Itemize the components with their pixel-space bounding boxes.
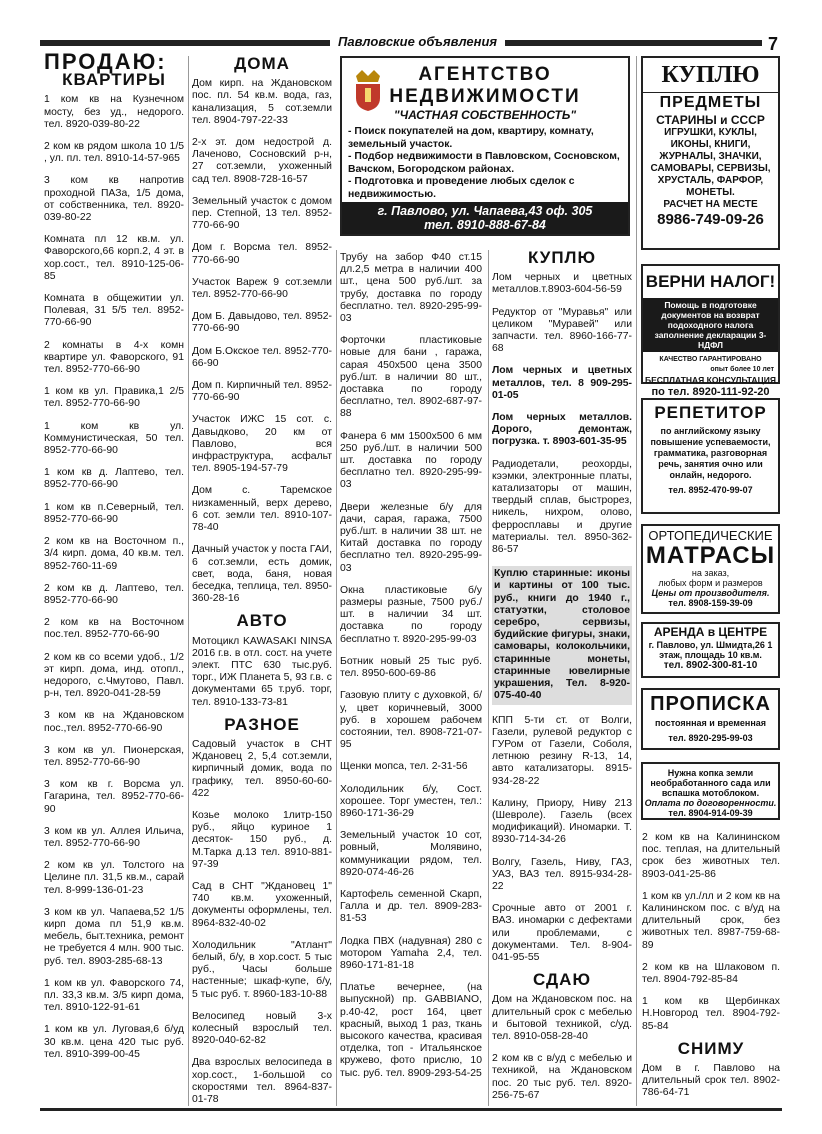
section-auto: АВТО: [236, 611, 288, 631]
tutor-title: РЕПЕТИТОР: [654, 403, 767, 422]
ad-item: Мотоцикл KAWASAKI NINSA 2016 г.в. в отл. сост. на учете элект. ПТС 630 тыс.руб. торг., ИЖ Планета 5, 93 г.в. с документами 65 т.руб. торг, тел. 8910-133-73-81: [192, 635, 332, 708]
agency-subtitle: НЕДВИЖИМОСТИ: [389, 86, 581, 107]
agency-service-item: - Подбор недвижимости в Павловском, Сосновском, Вачском, Богородском районах.: [348, 151, 620, 175]
ad-item: 1 ком кв ул./лл и 2 ком кв на Калининском пос. с в/уд на длительный срок, без животных тел. 8987-759-68-89: [642, 890, 780, 951]
digging-ad: [641, 762, 780, 820]
ad-item: Дом в г. Павлово на длительный срок тел. 8902-786-64-71: [642, 1063, 780, 1099]
agency-name: "ЧАСТНАЯ СОБСТВЕННОСТЬ": [393, 108, 577, 122]
ad-item: 2 ком кв на Восточном п., 3/4 кирп. дома, 40 кв.м. тел. 8952-760-11-69: [44, 536, 184, 572]
ad-item: Газовую плиту с духовкой, б/у, цвет коричневый, 3000 руб. в хорошем рабочем состоянии, тел. 8908-721-07-95: [340, 690, 482, 751]
ad-item: 1 ком кв Щербинках Н.Новгород тел. 8904-792-85-84: [642, 996, 780, 1032]
ad-item: Холодильник "Атлант" белый, б/у, в хор.сост. 5 тыс руб., Часы больше настенные; шкаф-купе, б/у, 5 тыс руб. т. 8960-183-10-88: [192, 939, 332, 1000]
buy-subtitle: СТАРИНЫ и СССР: [656, 113, 765, 127]
ad-item: 1 ком кв п.Северный, тел. 8952-770-66-90: [44, 501, 184, 525]
ad-item: КПП 5-ти ст. от Волги, Газели, рулевой редуктор с ГУРом от Газели, Соболя, летнюю резину R-13, 14, авто катализаторы. 8915-934-28-22: [492, 714, 632, 787]
ad-item: Два взрослых велосипеда в хор.сост., 1-большой со скоростями тел. 8964-837-01-78: [192, 1057, 332, 1106]
ad-item: 3 ком кв ул. Аллея Ильича, тел. 8952-770-66-90: [44, 825, 184, 849]
ad-item: Платье вечернее, (на выпускной) пр. GABBIANO, р.40-42, рост 164, цвет красный, выход 1 раз, ткань высокого качества, красивая отделка, топ - Итальянское кружево, фото прислю, 10 тыс. руб. тел. 8909-293-54-25: [340, 982, 482, 1079]
tax-phone: по тел. 8920-111-92-20: [651, 386, 770, 398]
ad-item: Окна пластиковые б/у размеры разные, 7500 руб./шт. в наличии 34 шт. доставка по городу бесплатно т. 8920-295-99-03: [340, 584, 482, 645]
tutor-ad: [641, 398, 780, 514]
ad-item: Лом черных и цветных металлов.т.8903-604-56-59: [492, 272, 632, 296]
rent-center-ad: [641, 622, 780, 678]
ad-item: 2 ком кв на Шлаковом п. тел. 8904-792-85-84: [642, 961, 780, 986]
ad-item: Дачный участок у поста ГАИ, 6 сот.земли, есть домик, свет, вода, баня, новая беседка, теплица, тел. 8950-360-28-16: [192, 544, 332, 605]
ad-item: 2 ком кв на Калининском пос. теплая, на длительный срок без животных тел. 8903-041-25-86: [642, 832, 780, 880]
agency-service-item: - Подготовка и проведение любых сделок с недвижимостью.: [348, 176, 575, 200]
mattress-t1: ОРТОПЕДИЧЕСКИЕ: [648, 528, 773, 543]
ad-item: 2 комнаты в 4-х комн квартире ул. Фаворского, 91 тел. 8952-770-66-90: [44, 339, 184, 376]
ad-item: Щенки мопса, тел. 2-31-56: [340, 761, 468, 773]
section-misc: РАЗНОЕ: [224, 714, 300, 734]
ad-item: Дом Б. Давыдово, тел. 8952-770-66-90: [192, 311, 332, 335]
ad-item: Дом Б.Окское тел. 8952-770-66-90: [192, 345, 332, 369]
registration-title: ПРОПИСКА: [650, 693, 771, 715]
ad-item: Форточки пластиковые новые для бани , гаража, сарая 450х500 цена 3500 руб./шт. в наличии 80 шт., доставка по городу бесплатно, тел. 8902-687-97-88: [340, 335, 482, 420]
crown-shield-icon: [348, 68, 388, 112]
agency-service-item: - Поиск покупателей на дом, квартиру, комнату, земельный участок.: [348, 126, 594, 150]
ad-item: Участок Вареж 9 сот.земли тел. 8952-770-66-90: [192, 276, 332, 301]
ad-item: Земельный участок с домом пер. Степной, 13 тел. 8952-770-66-90: [192, 195, 332, 232]
ad-item: Дом с. Таремское низкаменный, верх дерево, 6 сот. земли тел. 8910-107-78-40: [192, 485, 332, 534]
buy-title: ПРЕДМЕТЫ: [659, 94, 762, 111]
ad-list: [642, 832, 780, 1033]
agency-address: г. Павлово, ул. Чапаева,43 оф. 305: [377, 204, 593, 218]
buy-phone: 8986-749-09-26: [657, 211, 764, 228]
tutor-text: по английскому языку повышение успеваемости, грамматика, разговорная речь, занятия очно или онлайн, недорого.: [650, 426, 771, 480]
section-rent-out: СДАЮ: [533, 970, 591, 990]
registration-sub: постоянная и временная: [654, 718, 767, 728]
ad-item: 1 ком кв ул. Фаворского 74, пл. 33,3 кв.м. 3/5 кирп дома, тел. 8910-122-91-61: [44, 977, 184, 1014]
ad-item: 2 ком кв со всеми удоб., 1/2 эт кирп. дома, инд. отопл., недорого, с.Чмутово, Павл. р-н, тел. 8920-041-28-59: [44, 651, 184, 700]
mattress-t2: МАТРАСЫ: [645, 542, 776, 569]
column-houses: [192, 56, 332, 1116]
ad-item: 3 ком кв напротив проходной ПАЗа, 1/5 дома, от собственника, тел. 8920-039-80-22: [44, 175, 184, 224]
ad-item: 3 ком кв на Ждановском пос.,тел. 8952-770-66-90: [44, 710, 184, 734]
ad-item: 2 ком кв д. Лаптево, тел. 8952-770-66-90: [44, 582, 184, 606]
rent-phone: тел. 8902-300-81-10: [663, 660, 758, 671]
ad-item: Волгу, Газель, Ниву, ГАЗ, УАЗ, ВАЗ тел. 8915-934-28-22: [492, 856, 632, 892]
ad-list: [192, 636, 332, 709]
ad-list: [192, 739, 332, 1106]
ad-item: Двери железные б/у для дачи, сарая, гаража, 7500 руб./шт. в наличии 38 шт. не Китай доставка по городу бесплатно тел. 8920-295-99-03: [340, 501, 482, 574]
ad-item: Дом п. Кирпичный тел. 8952-770-66-90: [192, 380, 332, 404]
page-title: Павловские объявления: [330, 34, 505, 49]
ad-list: [44, 94, 184, 1061]
digging-pay: Оплата по договоренности.: [644, 798, 777, 808]
ad-item: 2 ком кв с в/уд с мебелью и техникой, на Ждановском пос. 20 тыс руб. тел. 8920-256-75-67: [492, 1053, 632, 1101]
rent-text: г. Павлово, ул. Шмидта,26 1 этаж, площадь 10 кв.м.: [648, 640, 773, 660]
section-rent-in: СНИМУ: [677, 1038, 745, 1058]
column-apartments: [44, 49, 184, 1071]
ad-item: Дом г. Ворсма тел. 8952-770-66-90: [192, 242, 332, 266]
column-divider: [336, 250, 337, 1106]
ad-item: 1 ком кв ул. Коммунистическая, 50 тел. 8952-770-66-90: [44, 420, 184, 457]
section-buy: КУПЛЮ: [527, 248, 597, 267]
ad-item: 2-х эт. дом недострой д. Лаченово, Сосновский р-н, 27 сот.земли, ухоженный сад тел. 8908-728-16-57: [192, 137, 332, 185]
page-number: 7: [768, 34, 779, 54]
mattress-t4: любых форм и размеров: [658, 578, 763, 588]
rent-title: АРЕНДА в ЦЕНТРЕ: [653, 625, 768, 639]
footer-rule: [40, 1108, 782, 1111]
ad-item: 2 ком кв ул. Толстого на Целине пл. 31,5 кв.м., сарай тел. 8-999-136-01-23: [44, 860, 184, 896]
ad-item: 3 ком кв г. Ворсма ул. Гагарина, тел. 8952-770-66-90: [44, 779, 184, 815]
agency-ad: [340, 56, 630, 236]
column-rent-ads: [642, 832, 780, 1110]
tax-experience: опыт более 10 лет: [710, 366, 774, 373]
ad-item: 1 ком кв ул. Правика,1 2/5 тел. 8952-770-66-90: [44, 386, 184, 410]
ad-item: Лодка ПВХ (надувная) 280 с мотором Yamaha 2,4, тел. 8960-171-81-18: [340, 935, 482, 971]
tax-free: БЕСПЛАТНАЯ КОНСУЛЬТАЦИЯ: [644, 375, 776, 385]
ad-list: [492, 994, 632, 1102]
ad-item: Дом кирп. на Ждановском пос. пл. 54 кв.м. вода, газ, канализация, 5 сот.земли тел. 8904-797-22-33: [192, 78, 332, 126]
tax-title: ВЕРНИ НАЛОГ!: [645, 272, 776, 291]
ad-list: [340, 252, 482, 1080]
digging-phone: тел. 8904-914-09-39: [668, 808, 753, 818]
mattress-ad: [641, 524, 780, 614]
ad-item: Калину, Приору, Ниву 213 (Шевроле). Газель (всех модификаций). Иномарки. Т. 8930-714-34-26: [492, 797, 632, 846]
column-misc: [340, 252, 482, 1090]
ad-item: Дом на Ждановском пос. на длительный срок с мебелью и бытовой техникой, с/уд. тел. 8910-058-28-40: [492, 994, 632, 1042]
column-buy: [492, 250, 632, 1112]
section-apartments: КВАРТИРЫ: [62, 70, 166, 90]
agency-phone: тел. 8910-888-67-84: [424, 218, 546, 232]
ad-item: Холодильник б/у, Сост. хорошее. Торг уместен, тел.: 8960-171-36-29: [340, 783, 482, 819]
ad-item: 3 ком кв ул. Пионерская, тел. 8952-770-66-90: [44, 744, 184, 768]
mattress-t3: на заказ,: [691, 568, 730, 578]
registration-phone: тел. 8920-295-99-03: [668, 733, 753, 743]
column-divider: [188, 56, 189, 1106]
sell-heading: ПРОДАЮ:: [44, 49, 167, 74]
antiques-buy-ad: [641, 56, 780, 250]
buy-items: ИГРУШКИ, КУКЛЫ, ИКОНЫ, КНИГИ, ЖУРНАЛЫ, ЗНАЧКИ, САМОВАРЫ, СЕРВИЗЫ, ХРУСТАЛЬ, ФАРФОР, МОНЕТЫ.: [650, 127, 771, 198]
column-divider: [488, 250, 489, 1106]
registration-ad: [641, 688, 780, 750]
buy-logo: КУПЛЮ: [643, 58, 778, 93]
ad-list: [642, 1063, 780, 1100]
agency-services: [342, 126, 628, 201]
digging-text: Нужна копка земли необработанного сада или вспашка мотоблоком.: [650, 768, 771, 798]
ad-item: Редуктор от "Муравья" или целиком "Муравей" или запчасти. тел. 8960-166-77-68: [492, 306, 632, 355]
ad-item: 2 ком кв рядом школа 10 1/5 , ул. пл. тел. 8910-14-57-965: [44, 141, 184, 165]
ad-item: 1 ком кв д. Лаптево, тел. 8952-770-66-90: [44, 467, 184, 491]
ad-item: Садовый участок в СНТ Ждановец 2, 5,4 сот.земли, кирпичный домик, вода по графику, тел. 8950-60-60-422: [192, 738, 332, 799]
mattress-phone: тел. 8908-159-39-09: [668, 598, 753, 608]
ad-item: 1 ком кв на Кузнечном мосту, без уд., недорого. тел. 8920-039-80-22: [44, 94, 184, 130]
ad-item: 1 ком кв ул. Луговая,6 б/уд 30 кв.м. цена 420 тыс руб. тел. 8910-399-00-45: [44, 1024, 184, 1060]
ad-item: 3 ком кв ул. Чапаева,52 1/5 кирп дома пл 51,9 кв.м. мебель, быт.техника, ремонт не требуется 4 млн. 900 тыс. руб. тел. 8903-285-68-13: [44, 906, 184, 967]
ad-item: Ботник новый 25 тыс руб. тел. 8950-600-69-86: [340, 655, 482, 680]
ad-item: Козье молоко 1литр-150 руб., яйцо куриное 1 десяток- 150 руб., д. М.Тарка д.13 тел. 8910-881-97-39: [192, 809, 332, 870]
ad-list: [192, 78, 332, 605]
ad-list: [492, 272, 632, 964]
ad-item: Земельный участок 10 сот, ровный, Молявино, коммуникации рядом, тел. 8920-074-46-26: [340, 830, 482, 878]
section-houses: ДОМА: [234, 54, 290, 73]
ad-item: Комната в общежитии ул. Полевая, 31 5/5 тел. 8952-770-66-90: [44, 293, 184, 329]
ad-item: 2 ком кв на Восточном пос.тел. 8952-770-66-90: [44, 617, 184, 641]
ad-item: Лом черных металлов. Дорого, демонтаж, погрузка. т. 8903-601-35-95: [492, 412, 632, 448]
ad-item: Фанера 6 мм 1500х500 6 мм 250 руб./шт. в наличии 500 шт. доставка по городу бесплатно тел. 8920-295-99-03: [340, 430, 482, 491]
ad-item: Радиодетали, реохорды, кээмки, электронные платы, катализаторы от машин, твердый сплав, быстрорез, никель, нихром, олово, ферросплавы и другие материалы. тел. 8950-362-86-57: [492, 458, 632, 556]
ad-item: Велосипед новый 3-х колесный взрослый тел. 8920-040-62-82: [192, 1010, 332, 1047]
tutor-phone: тел. 8952-470-99-07: [668, 485, 753, 495]
ad-item: Трубу на забор Ф40 ст.15 дл.2,5 метра в наличии 400 шт., цена 500 руб./шт. за трубу, доставка по городу бесплатно. тел. 8920-295-99-03: [340, 252, 482, 325]
buy-calc: РАСЧЕТ НА МЕСТЕ: [663, 199, 758, 210]
agency-contacts: [342, 202, 628, 234]
ad-item: Участок ИЖС 15 сот. с. Давыдково, 20 км от Павлово, вся инфраструктура, асфальт тел. 8905-194-57-79: [192, 414, 332, 475]
ad-item: Лом черных и цветных металлов, тел. 8 909-295-01-05: [492, 365, 632, 401]
mattress-t5: Цены от производителя.: [651, 588, 770, 598]
ad-item: Куплю старинные: иконы и картины от 100 тыс. руб., книги до 1940 г., статуэтки, столовое серебро, сервизы, будийские фигуры, знаки, самовары, колокольчики, старинные монеты, старинные ювелирные украшения, Тел. 8-920-075-40-40: [492, 566, 632, 704]
tax-quality: КАЧЕСТВО ГАРАНТИРОВАНО: [659, 356, 762, 363]
ad-item: Картофель семенной Скарп, Галла и др. тел. 8909-283-81-53: [340, 888, 482, 925]
tax-band: Помощь в подготовке документов на возврат подоходного налога заполнение декларации 3-НДФЛ: [643, 298, 778, 352]
agency-title: АГЕНТСТВО: [418, 64, 552, 85]
ad-item: Сад в СНТ "Ждановец 1" 740 кв.м. ухоженный, документы оформлены, тел. 8964-832-40-02: [192, 880, 332, 929]
tax-return-ad: [641, 264, 780, 398]
ad-item: Срочные авто от 2001 г. ВАЗ. иномарки с дефектами или проблемами, с документами. Тел. 8-904-041-95-55: [492, 903, 632, 963]
ad-item: Комната пл 12 кв.м. ул. Фаворского,66 корп.2, 4 эт. в хор.сост., тел. 8910-125-06-85: [44, 234, 184, 282]
column-divider: [636, 56, 637, 1106]
